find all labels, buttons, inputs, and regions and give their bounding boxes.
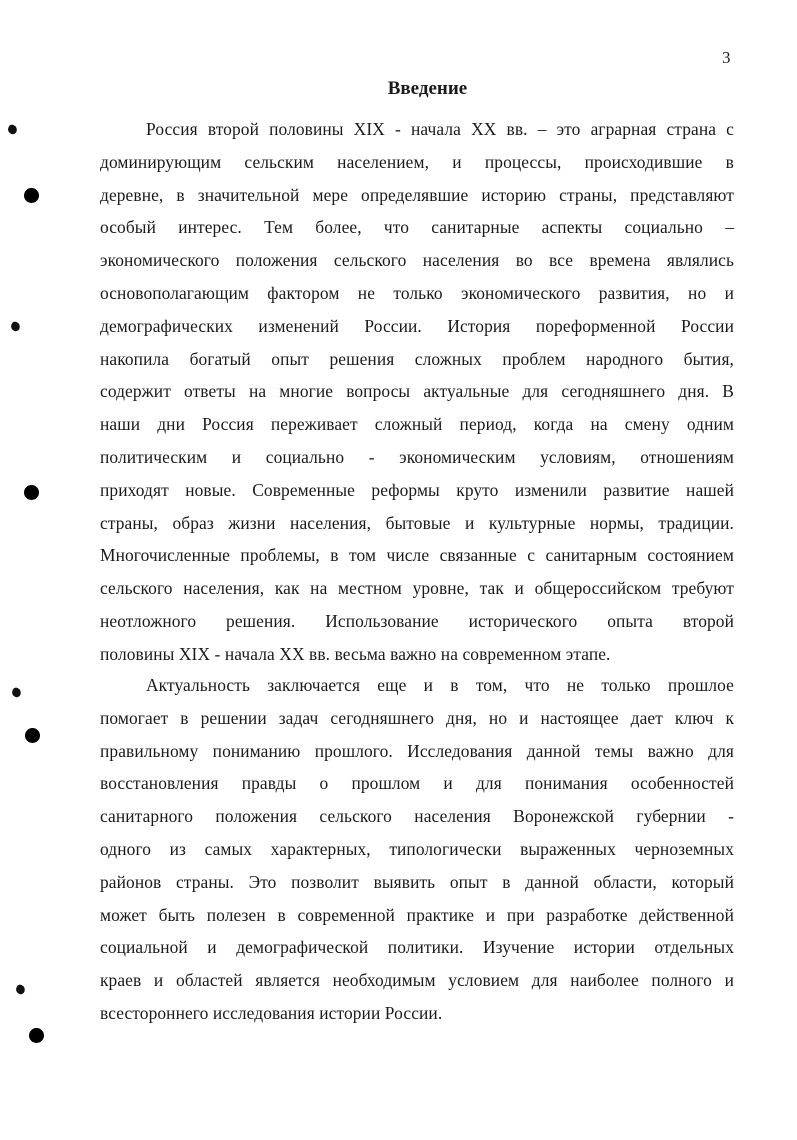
scan-speck-mark: [11, 687, 23, 699]
scan-speck-mark: [15, 984, 27, 996]
binder-hole-mark: [29, 1028, 44, 1043]
text-line: правильному пониманию прошлого. Исследования данной темы важно для: [100, 740, 734, 761]
text-line: одного из самых характерных, типологически выраженных черноземных: [100, 838, 734, 859]
page-number: 3: [722, 48, 731, 67]
text-line: может быть полезен в современной практике и при разработке действенной: [100, 904, 734, 925]
text-line: половины XIX - начала XX вв. весьма важно на современном этапе.: [100, 643, 611, 664]
paragraph-1: [100, 113, 734, 671]
text-line: краев и областей является необходимым условием для наиболее полного и: [100, 970, 734, 991]
text-line: основополагающим фактором не только экономического развития, но и: [100, 282, 734, 303]
text-line: всестороннего исследования истории России.: [100, 1002, 443, 1023]
text-line: наши дни Россия переживает сложный период, когда на смену одним: [100, 414, 734, 435]
text-line: приходят новые. Современные реформы круто изменили развитие нашей: [100, 479, 734, 500]
paragraph-2: [100, 669, 734, 1030]
binder-hole-mark: [24, 485, 39, 500]
binder-hole-mark: [25, 728, 40, 743]
text-line: санитарного положения сельского населения Воронежской губернии -: [100, 806, 734, 827]
text-line: Многочисленные проблемы, в том числе связанные с санитарным состоянием: [100, 545, 734, 566]
scan-speck-mark: [10, 321, 22, 333]
text-line: содержит ответы на многие вопросы актуальные для сегодняшнего дня. В: [100, 381, 734, 402]
text-line: демографических изменений России. История пореформенной России: [100, 315, 734, 336]
text-line: особый интерес. Тем более, что санитарные аспекты социально –: [100, 217, 734, 238]
text-line: деревне, в значительной мере определявшие историю страны, представляют: [100, 184, 734, 205]
text-line: экономического положения сельского населения во все времена являлись: [100, 250, 734, 271]
page-title: Введение: [387, 78, 468, 99]
binder-hole-mark: [24, 188, 39, 203]
text-line: накопила богатый опыт решения сложных проблем народного бытия,: [100, 348, 734, 369]
text-line: политическим и социально - экономическим условиям, отношениям: [100, 446, 734, 467]
text-line: Россия второй половины XIX - начала XX вв. – это аграрная страна с: [146, 119, 734, 139]
text-line: помогает в решении задач сегодняшнего дня, но и настоящее дает ключ к: [100, 707, 734, 728]
text-line: Актуальность заключается еще и в том, что не только прошлое: [146, 675, 734, 695]
text-line: сельского населения, как на местном уровне, так и общероссийском требуют: [100, 578, 734, 599]
text-line: страны, образ жизни населения, бытовые и культурные нормы, традиции.: [100, 512, 734, 533]
scan-speck-mark: [7, 124, 19, 136]
text-line: неотложного решения. Использование исторического опыта второй: [100, 610, 734, 631]
text-line: районов страны. Это позволит выявить опыт в данной области, который: [100, 871, 734, 892]
text-line: восстановления правды о прошлом и для понимания особенностей: [100, 773, 734, 794]
text-line: социальной и демографической политики. Изучение истории отдельных: [100, 937, 734, 958]
text-line: доминирующим сельским населением, и процессы, происходившие в: [100, 151, 734, 172]
